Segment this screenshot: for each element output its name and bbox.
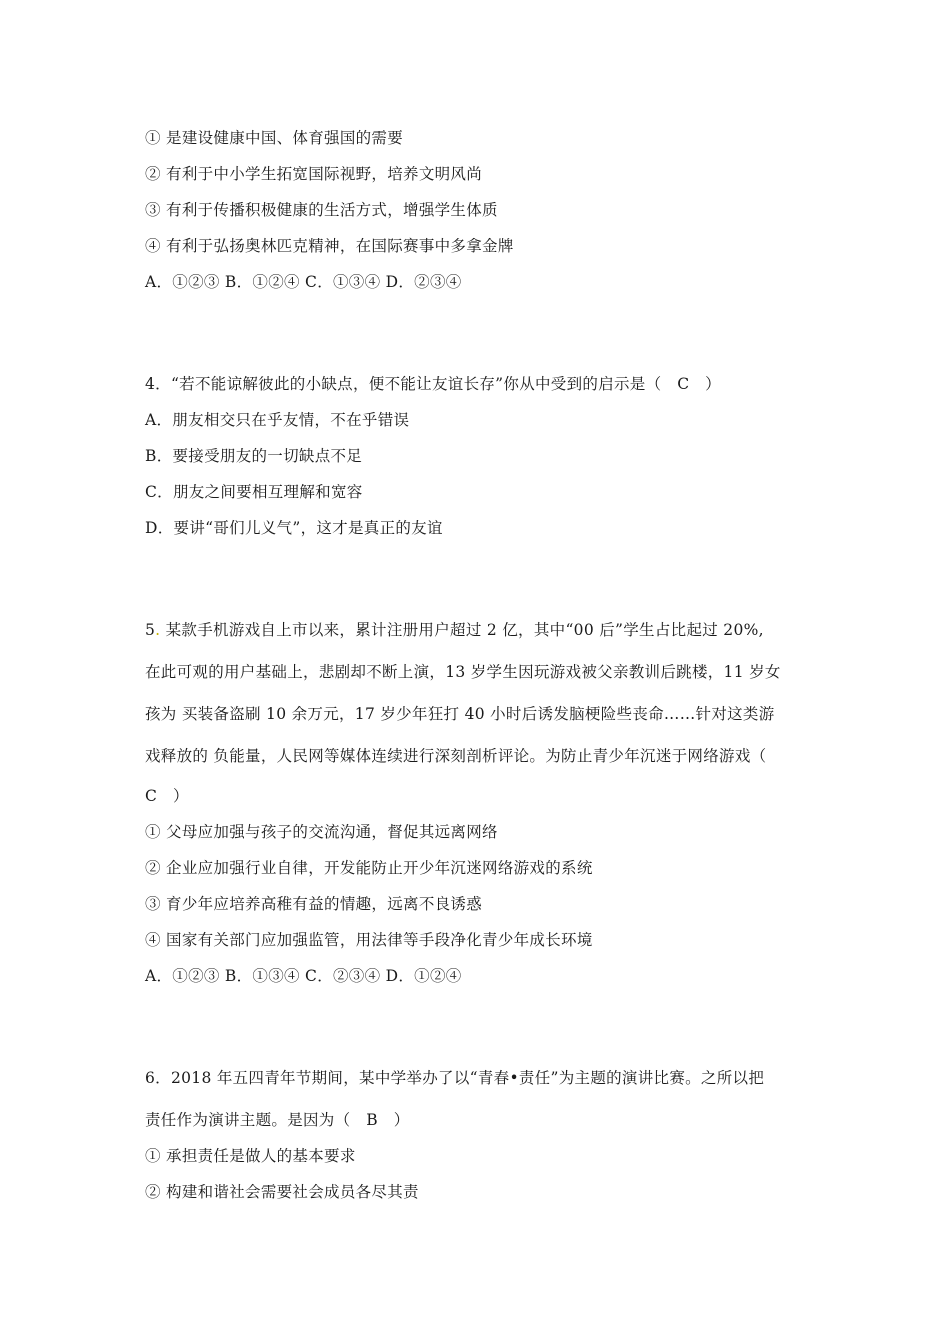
q5-option-2: ② 企业应加强行业自律，开发能防止开少年沉迷网络游戏的系统 xyxy=(145,859,593,877)
q5-stem-line-1 xyxy=(145,618,764,640)
q5-stem-line-3: 孩为 买装备盗刷 10 余万元，17 岁少年狂打 40 小时后诱发脑梗险些丧命……针对这类游 xyxy=(145,705,775,723)
q5-stem-line-2: 在此可观的用户基础上，悲剧却不断上演，13 岁学生因玩游戏被父亲教训后跳楼，11 岁女 xyxy=(145,663,781,681)
q6-option-1: ① 承担责任是做人的基本要求 xyxy=(145,1147,356,1165)
q4-option-a: A．朋友相交只在乎友情，不在乎错误 xyxy=(145,411,410,429)
q6-stem-line-2: 责任作为演讲主题。是因为（ B ） xyxy=(145,1111,410,1129)
q3-option-3: ③ 有利于传播积极健康的生活方式，增强学生体质 xyxy=(145,201,498,219)
q4-option-d: D．要讲“哥们儿义气”，这才是真正的友谊 xyxy=(145,519,443,537)
q4-option-c: C．朋友之间要相互理解和宽容 xyxy=(145,483,363,501)
q5-stem-text: 某款手机游戏自上市以来，累计注册用户超过 2 亿，其中“00 后”学生占比起过 20%, xyxy=(160,621,764,639)
q6-stem-line-1: 6．2018 年五四青年节期间，某中学举办了以“青春•责任”为主题的演讲比赛。之所以把 xyxy=(145,1069,765,1087)
q5-option-3: ③ 育少年应培养高稚有益的情趣，远离不良诱惑 xyxy=(145,895,483,913)
q3-option-2: ② 有利于中小学生拓宽国际视野，培养文明风尚 xyxy=(145,165,483,183)
q5-stem-line-4: 戏释放的 负能量，人民网等媒体连续进行深刻剖析评论。为防止青少年沉迷于网络游戏（ xyxy=(145,747,767,765)
q5-number: 5 xyxy=(145,621,156,639)
q4-stem: 4．“若不能谅解彼此的小缺点，便不能让友谊长存”你从中受到的启示是（ C ） xyxy=(145,375,721,393)
q5-number-dot: . xyxy=(155,621,161,639)
q3-option-1: ① 是建设健康中国、体育强国的需要 xyxy=(145,129,404,147)
q5-option-1: ① 父母应加强与孩子的交流沟通，督促其远离网络 xyxy=(145,823,498,841)
q5-answer: C ） xyxy=(145,787,189,805)
q5-option-4: ④ 国家有关部门应加强监管，用法律等手段净化青少年成长环境 xyxy=(145,931,593,949)
q5-choices: A．①②③ B．①③④ C．②③④ D．①②④ xyxy=(145,967,462,985)
q3-option-4: ④ 有利于弘扬奥林匹克精神，在国际赛事中多拿金牌 xyxy=(145,237,514,255)
q3-choices: A．①②③ B．①②④ C．①③④ D．②③④ xyxy=(145,273,462,291)
q6-option-2: ② 构建和谐社会需要社会成员各尽其责 xyxy=(145,1183,419,1201)
q4-option-b: B．要接受朋友的一切缺点不足 xyxy=(145,447,363,465)
